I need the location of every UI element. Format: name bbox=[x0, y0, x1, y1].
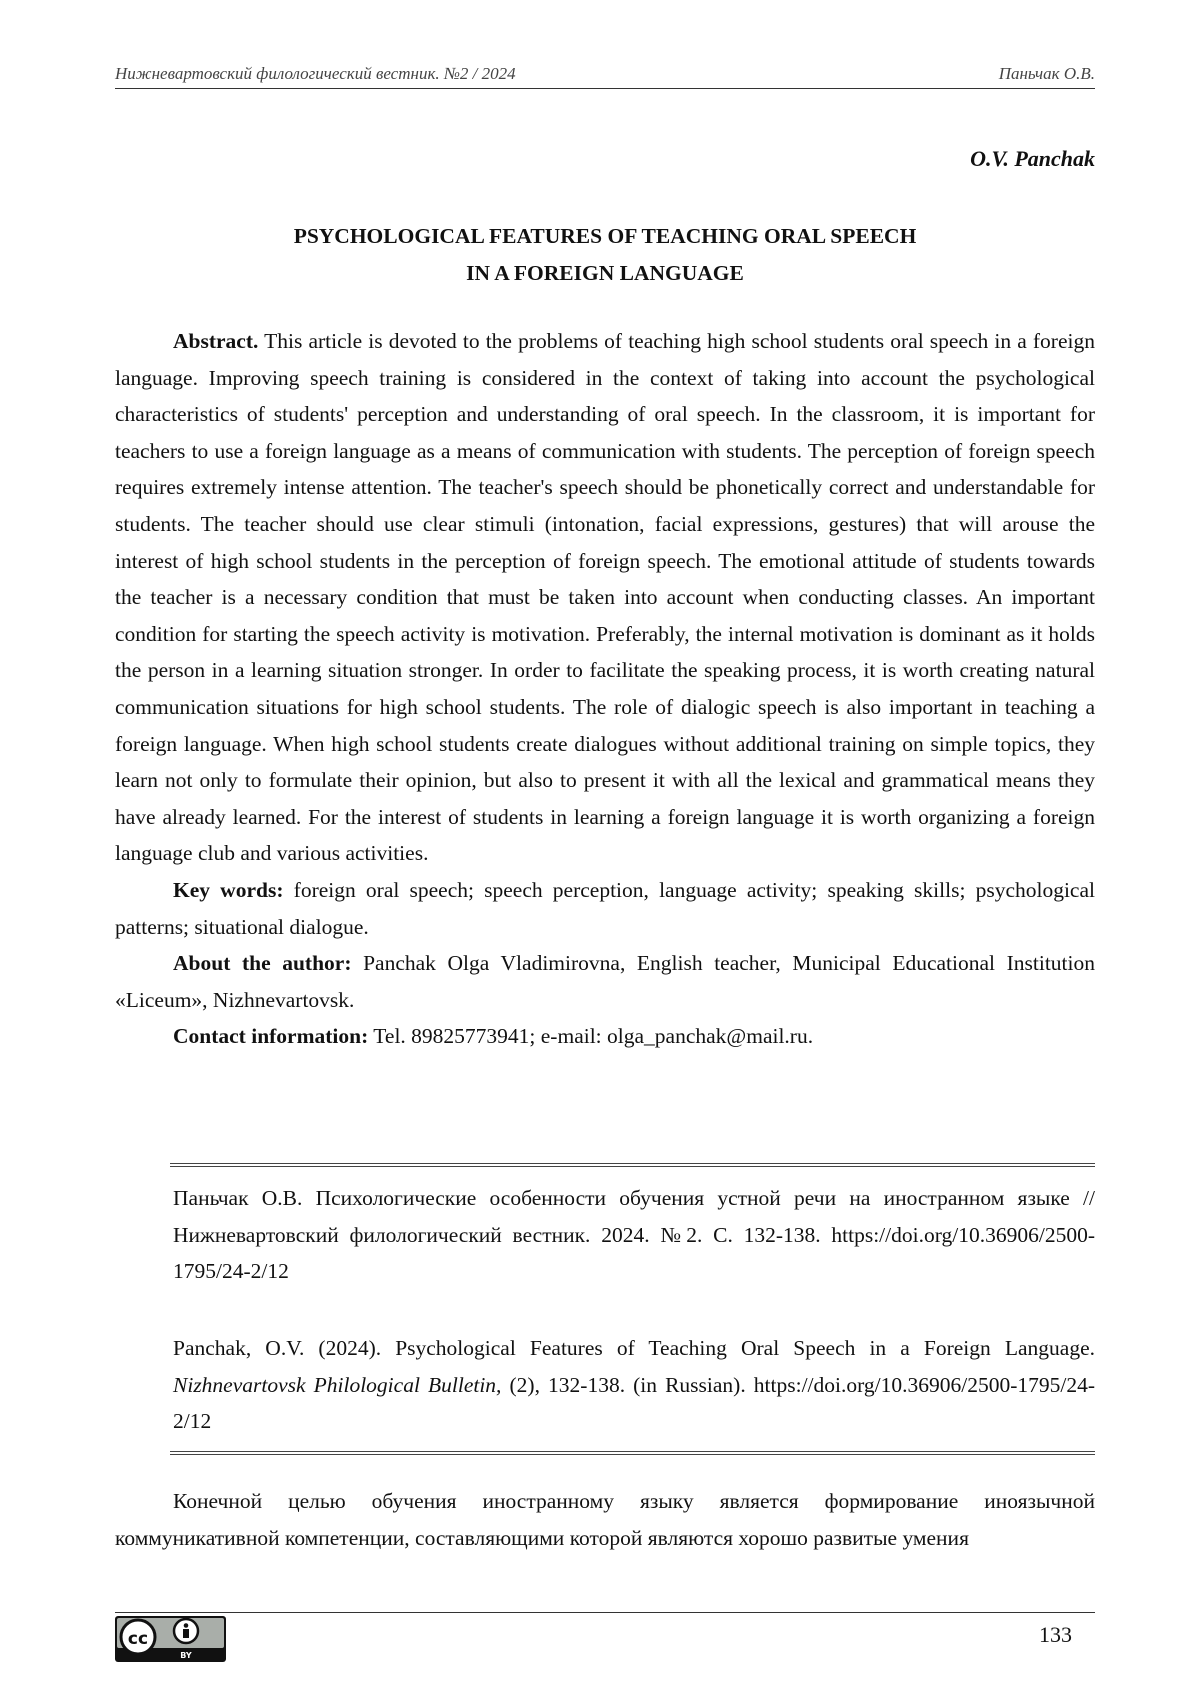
citation-english bbox=[173, 1330, 1095, 1440]
keywords-paragraph bbox=[115, 872, 1095, 945]
contact-label: Contact information: bbox=[173, 1024, 369, 1049]
cc-by-icon bbox=[115, 1616, 226, 1662]
contact-text: Tel. 89825773941; e-mail: olga_panchak@mail.ru. bbox=[373, 1024, 814, 1049]
title-line-1: PSYCHOLOGICAL FEATURES OF TEACHING ORAL SPEECH bbox=[293, 224, 917, 248]
citation-english-tail: (2), 132-138. (in Russian). https://doi.org/10.36906/2500-1795/24-2/12 bbox=[173, 1372, 1095, 1434]
article-title bbox=[115, 218, 1095, 292]
cc-badge-text: cc bbox=[127, 1629, 149, 1649]
journal-running-title: Нижневартовский филологический вестник. №2 / 2024 bbox=[115, 64, 516, 83]
citation-english-journal: Nizhnevartovsk Philological Bulletin, bbox=[173, 1372, 502, 1397]
abstract-text: This article is devoted to the problems of teaching high school students oral speech in a foreign language. Improving speech training is considered in the context of taking into account the psychological characteristics of students' perception and understanding of oral speech. In the classroom, it is important for teachers to use a foreign language as a means of communication with students. The perception of foreign speech requires extremely intense attention. The teacher's speech should be phonetically correct and understandable for students. The teacher should use clear stimuli (intonation, facial expressions, gestures) that will arouse the interest of high school students in the perception of foreign speech. The emotional attitude of students towards the teacher is a necessary condition that must be taken into account when conducting classes. An important condition for starting the speech activity is motivation. Preferably, the internal motivation is dominant as it holds the person in a learning situation stronger. In order to facilitate the speaking process, it is worth creating natural communication situations for high school students. The role of dialogic speech is also important in teaching a foreign language. When high school students create dialogues without additional training on simple topics, they learn not only to formulate their opinion, but also to present it with all the lexical and grammatical means they have already learned. For the interest of students in learning a foreign language it is worth organizing a foreign language club and various activities. bbox=[115, 329, 1095, 866]
article-author: O.V. Panchak bbox=[970, 146, 1095, 171]
abstract-section bbox=[115, 323, 1095, 1055]
body-paragraph: Конечной целью обучения иностранному языку является формирование иноязычной коммуникативной компетенции, составляющими которой являются хорошо развитые умения bbox=[115, 1489, 1095, 1550]
abstract-paragraph bbox=[115, 323, 1095, 872]
keywords-text: foreign oral speech; speech perception, language activity; speaking skills; psychological patterns; situational dialogue. bbox=[115, 877, 1095, 939]
title-line-2: IN A FOREIGN LANGUAGE bbox=[466, 261, 744, 285]
citation-russian: Паньчак О.В. Психологические особенности обучения устной речи на иностранном языке // Нижневартовский филологический вестник. 2024. №2. С. 132-138. https://doi.org/10.36906/2500-1795/24-2/12 bbox=[173, 1186, 1095, 1284]
contact-paragraph bbox=[115, 1018, 1095, 1055]
author-running-title: Паньчак О.В. bbox=[998, 64, 1095, 83]
about-author-label: About the author: bbox=[173, 951, 352, 976]
abstract-label: Abstract. bbox=[173, 329, 259, 353]
about-author-text: Panchak Olga Vladimirovna, English teacher, Municipal Educational Institution «Liceum», Nizhnevartovsk. bbox=[115, 951, 1096, 1012]
running-header bbox=[115, 62, 1095, 89]
footer-divider bbox=[115, 1612, 1095, 1613]
citation-english-lead: Panchak, O.V. (2024). Psychological Features of Teaching Oral Speech in a Foreign Language. bbox=[173, 1336, 1095, 1360]
cc-by-license-badge bbox=[115, 1616, 226, 1662]
by-badge-text: BY bbox=[180, 1651, 192, 1660]
keywords-label: Key words: bbox=[173, 877, 284, 902]
article-body bbox=[115, 1483, 1095, 1556]
citation-box bbox=[170, 1163, 1095, 1455]
about-author-paragraph bbox=[115, 945, 1095, 1018]
page-number: 133 bbox=[1039, 1622, 1072, 1647]
